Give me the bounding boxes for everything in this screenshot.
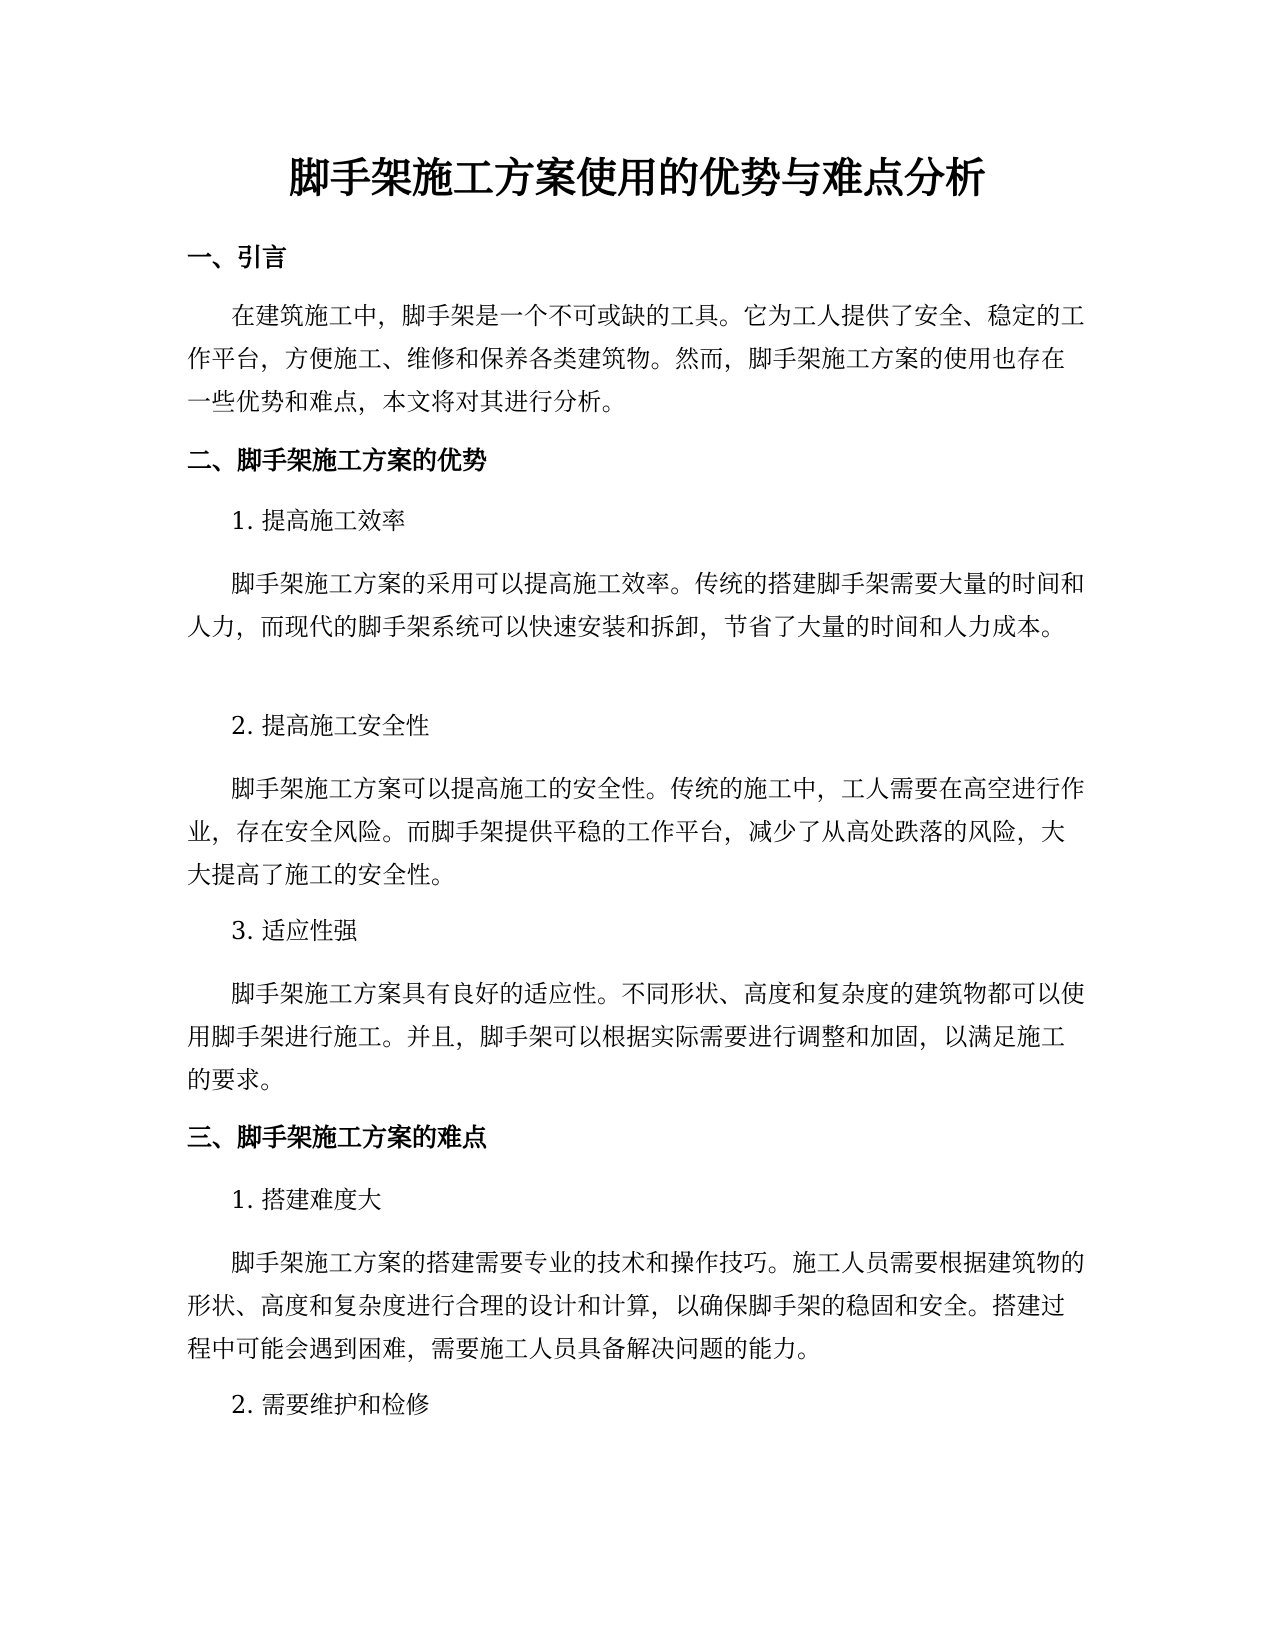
difficulty-item-label: 2. 需要维护和检修 — [231, 1391, 430, 1419]
intro-paragraph: 在建筑施工中，脚手架是一个不可或缺的工具。它为工人提供了安全、稳定的工作平台，方便施工、维修和保养各类建筑物。然而，脚手架施工方案的使用也存在一些优势和难点，本文将对其进行分析。 — [187, 302, 1085, 416]
advantage-item-paragraph: 脚手架施工方案可以提高施工的安全性。传统的施工中，工人需要在高空进行作业，存在安全风险。而脚手架提供平稳的工作平台，减少了从高处跌落的风险，大大提高了施工的安全性。 — [187, 775, 1085, 889]
advantage-item-paragraph: 脚手架施工方案的采用可以提高施工效率。传统的搭建脚手架需要大量的时间和人力，而现代的脚手架系统可以快速安装和拆卸，节省了大量的时间和人力成本。 — [187, 570, 1085, 641]
section-heading-intro: 一、引言 — [187, 243, 288, 272]
document-title: 脚手架施工方案使用的优势与难点分析 — [289, 154, 986, 202]
advantage-item-label: 2. 提高施工安全性 — [231, 712, 430, 740]
difficulty-item-label: 1. 搭建难度大 — [231, 1186, 382, 1214]
advantage-item-paragraph: 脚手架施工方案具有良好的适应性。不同形状、高度和复杂度的建筑物都可以使用脚手架进行施工。并且，脚手架可以根据实际需要进行调整和加固，以满足施工的要求。 — [187, 980, 1085, 1094]
difficulty-item-paragraph: 脚手架施工方案的搭建需要专业的技术和操作技巧。施工人员需要根据建筑物的形状、高度和复杂度进行合理的设计和计算，以确保脚手架的稳固和安全。搭建过程中可能会遇到困难，需要施工人员具备解决问题的能力。 — [187, 1249, 1085, 1363]
advantage-item-label: 3. 适应性强 — [231, 917, 358, 945]
advantage-item-label: 1. 提高施工效率 — [231, 507, 406, 535]
section-heading-advantages: 二、脚手架施工方案的优势 — [187, 446, 488, 475]
section-heading-difficulties: 三、脚手架施工方案的难点 — [187, 1123, 488, 1152]
